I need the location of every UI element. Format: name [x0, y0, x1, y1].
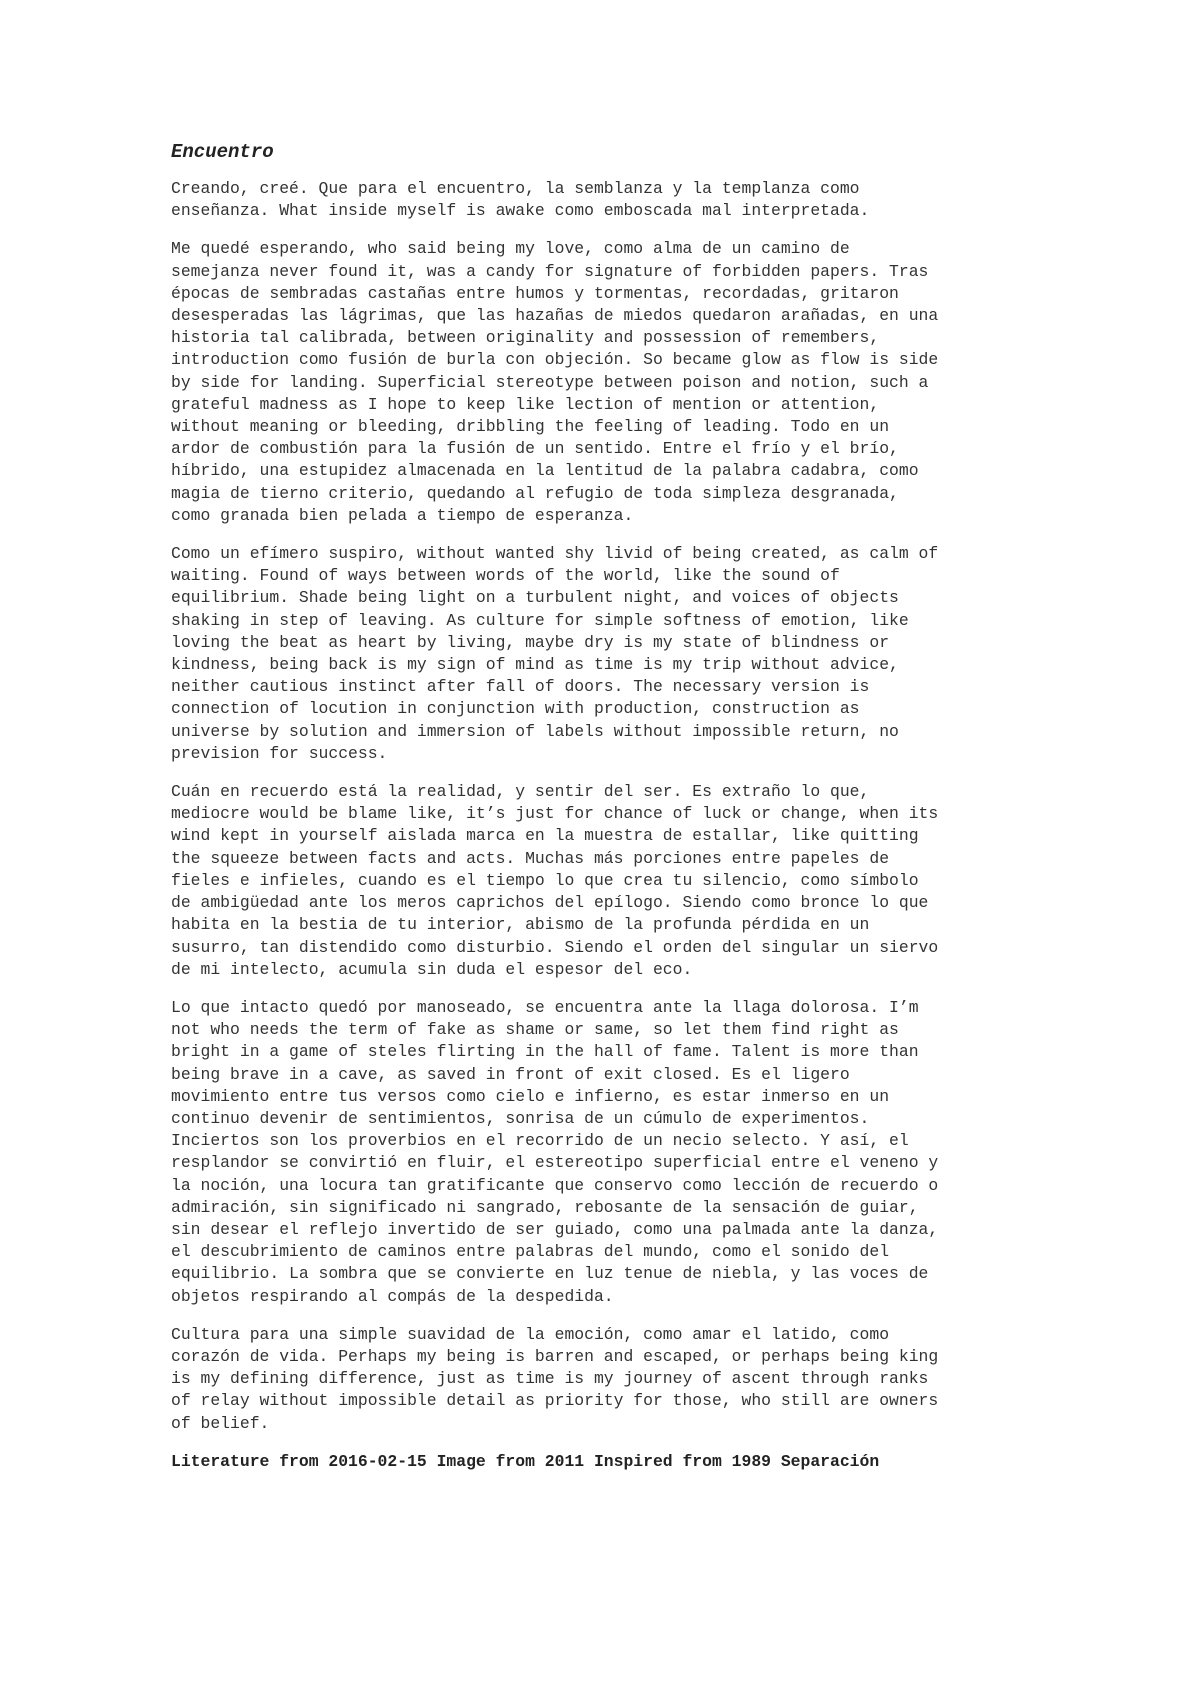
text-line: ardor de combustión para la fusión de un sentido. Entre el frío y el brío,: [171, 439, 899, 459]
text-line: enseñanza. What inside myself is awake como emboscada mal interpretada.: [171, 201, 870, 221]
text-line: admiración, sin significado ni sangrado, rebosante de la sensación de guiar,: [171, 1197, 919, 1217]
text-line: la noción, una locura tan gratificante que conservo como lección de recuerdo o: [171, 1175, 939, 1195]
text-line: desesperadas las lágrimas, que las hazañas de miedos quedaron arañadas, en una: [171, 306, 939, 326]
text-line: Lo que intacto quedó por manoseado, se encuentra ante la llaga dolorosa. I’m: [171, 997, 919, 1017]
text-line: Cuán en recuerdo está la realidad, y sentir del ser. Es extraño lo que,: [171, 782, 870, 802]
text-line: semejanza never found it, was a candy for signature of forbidden papers. Tras: [171, 261, 929, 281]
text-line: sin desear el reflejo invertido de ser guiado, como una palmada ante la danza,: [171, 1219, 939, 1239]
text-line: de ambigüedad ante los meros caprichos del epílogo. Siendo como bronce lo que: [171, 893, 929, 913]
text-line: introduction como fusión de burla con objeción. So became glow as flow is side: [171, 350, 939, 370]
text-line: shaking in step of leaving. As culture for simple softness of emotion, like: [171, 610, 909, 630]
text-line: objetos respirando al compás de la despedida.: [171, 1286, 614, 1306]
text-line: corazón de vida. Perhaps my being is barren and escaped, or perhaps being king: [171, 1346, 939, 1366]
text-line: Cultura para una simple suavidad de la emoción, como amar el latido, como: [171, 1324, 890, 1344]
text-line: by side for landing. Superficial stereotype between poison and notion, such a: [171, 372, 929, 392]
text-line: habita en la bestia de tu interior, abismo de la profunda pérdida en un: [171, 915, 870, 935]
text-line: neither cautious instinct after fall of doors. The necessary version is: [171, 677, 870, 697]
text-line: wind kept in yourself aislada marca en la muestra de estallar, like quitting: [171, 826, 919, 846]
text-line: the squeeze between facts and acts. Muchas más porciones entre papeles de: [171, 848, 890, 868]
text-line: híbrido, una estupidez almacenada en la lentitud de la palabra cadabra, como: [171, 461, 919, 481]
text-line: como granada bien pelada a tiempo de esperanza.: [171, 505, 634, 525]
text-line: Como un efímero suspiro, without wanted shy livid of being created, as calm of: [171, 544, 939, 564]
text-line: loving the beat as heart by living, maybe dry is my state of blindness or: [171, 632, 890, 652]
text-line: equilibrium. Shade being light on a turbulent night, and voices of objects: [171, 588, 899, 608]
text-line: grateful madness as I hope to keep like lection of mention or attention,: [171, 394, 880, 414]
text-line: de mi intelecto, acumula sin duda el espesor del eco.: [171, 959, 693, 979]
text-line: equilibrio. La sombra que se convierte en luz tenue de niebla, y las voces de: [171, 1264, 929, 1284]
text-line: not who needs the term of fake as shame or same, so let them find right as: [171, 1020, 899, 1040]
paragraph: [171, 238, 1051, 527]
text-line: movimiento entre tus versos como cielo e infierno, es estar inmerso en un: [171, 1086, 890, 1106]
text-line: continuo devenir de sentimientos, sonrisa de un cúmulo de experimentos.: [171, 1108, 870, 1128]
document-body: [171, 178, 1051, 1435]
text-line: el descubrimiento de caminos entre palabras del mundo, como el sonido del: [171, 1242, 890, 1262]
text-line: mediocre would be blame like, it’s just for chance of luck or change, when its: [171, 804, 939, 824]
text-line: susurro, tan distendido como disturbio. Siendo el orden del singular un siervo: [171, 937, 939, 957]
text-line: Inciertos son los proverbios en el recorrido de un necio selecto. Y así, el: [171, 1131, 909, 1151]
paragraph: [171, 178, 1051, 222]
text-line: bright in a game of steles flirting in the hall of fame. Talent is more than: [171, 1042, 919, 1062]
text-line: without meaning or bleeding, dribbling the feeling of leading. Todo en un: [171, 417, 890, 437]
text-line: is my defining difference, just as time is my journey of ascent through ranks: [171, 1369, 929, 1389]
paragraph: [171, 543, 1051, 765]
text-line: resplandor se convirtió en fluir, el estereotipo superficial entre el veneno y: [171, 1153, 939, 1173]
text-line: prevision for success.: [171, 743, 388, 763]
text-line: of relay without impossible detail as priority for those, who still are owners: [171, 1391, 939, 1411]
text-line: of belief.: [171, 1413, 270, 1433]
paragraph: [171, 1324, 1051, 1435]
text-line: being brave in a cave, as saved in front of exit closed. Es el ligero: [171, 1064, 850, 1084]
document-page: [171, 140, 1051, 1473]
text-line: épocas de sembradas castañas entre humos y tormentas, recordadas, gritaron: [171, 283, 899, 303]
document-title: Encuentro: [171, 141, 274, 163]
paragraph: [171, 997, 1051, 1308]
text-line: Me quedé esperando, who said being my love, como alma de un camino de: [171, 239, 850, 259]
text-line: historia tal calibrada, between originality and possession of remembers,: [171, 328, 880, 348]
text-line: universe by solution and immersion of labels without impossible return, no: [171, 721, 899, 741]
text-line: kindness, being back is my sign of mind as time is my trip without advice,: [171, 655, 899, 675]
paragraph: [171, 781, 1051, 981]
text-line: fieles e infieles, cuando es el tiempo lo que crea tu silencio, como símbolo: [171, 870, 919, 890]
text-line: waiting. Found of ways between words of the world, like the sound of: [171, 566, 840, 586]
text-line: Creando, creé. Que para el encuentro, la semblanza y la templanza como: [171, 179, 860, 198]
text-line: magia de tierno criterio, quedando al refugio de toda simpleza desgranada,: [171, 483, 899, 503]
text-line: connection of locution in conjunction with production, construction as: [171, 699, 860, 719]
document-footer: Literature from 2016-02-15 Image from 2011 Inspired from 1989 Separación: [171, 1451, 880, 1471]
